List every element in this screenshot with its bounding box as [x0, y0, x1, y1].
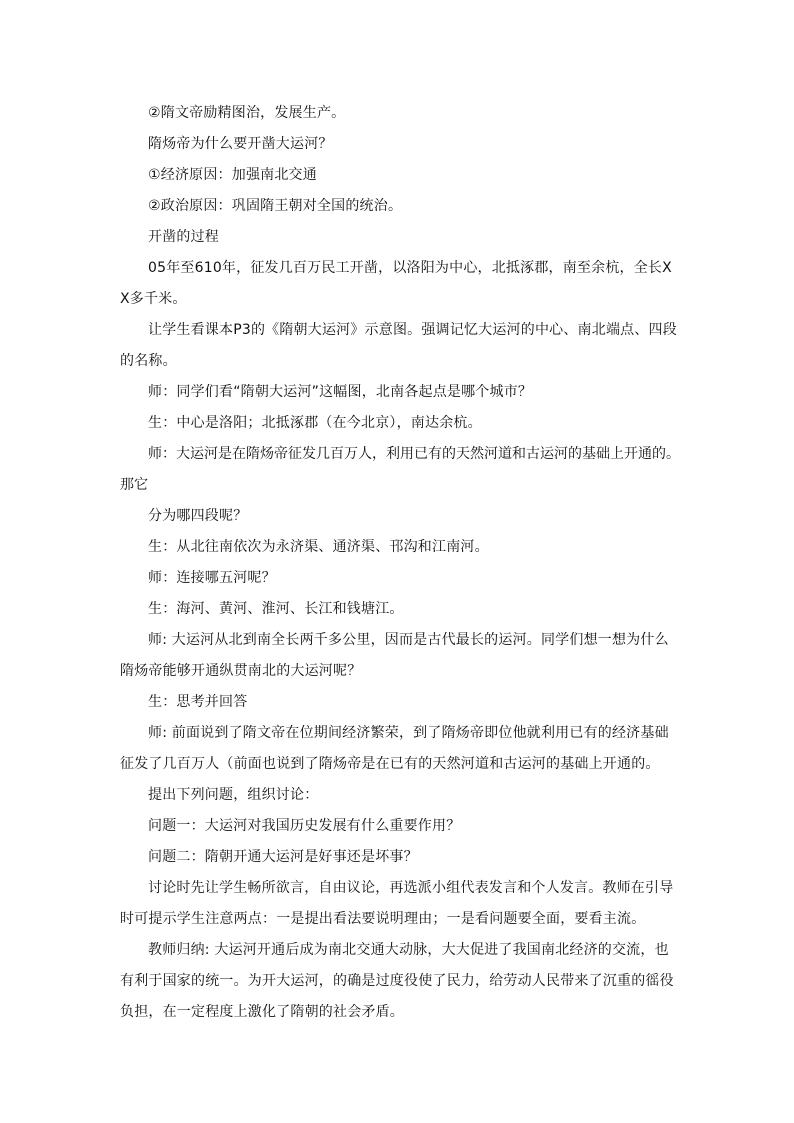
- paragraph-13: 师：连接哪五河呢？: [148, 570, 276, 586]
- paragraph-15: 师: 大运河从北到南全长两千多公里，因而是古代最长的运河。同学们想一想为什么隋炀帝能够开通纵贯南北的大运河呢？: [120, 632, 669, 679]
- paragraph-12: 生：从北往南依次为永济渠、通济渠、邗沟和江南河。: [148, 539, 489, 555]
- paragraph-4: ②政治原因：巩固隋王朝对全国的统治。: [148, 198, 403, 214]
- paragraph-21: 讨论时先让学生畅所欲言，自由议论，再选派小组代表发言和个人发言。教师在引导时可提示学生注意两点：一是提出看法要说明理由；一是看问题要全面，要看主流。: [120, 880, 674, 927]
- paragraph-17: 师: 前面说到了隋文帝在位期间经济繁荣，到了隋炀帝即位他就利用已有的经济基础征发了几百万人（前面也说到了隋炀帝是在已有的天然河道和古运河的基础上开通的。: [120, 725, 669, 772]
- paragraph-6: 05年至610年，征发几百万民工开凿，以洛阳为中心，北抵涿郡，南至余杭，全长XX多千米。: [120, 260, 672, 307]
- paragraph-22: 教师归纳: 大运河开通后成为南北交通大动脉，大大促进了我国南北经济的交流，也有利于国家的统一。为开大运河，的确是过度役使了民力，给劳动人民带来了沉重的徭役负担，在一定程度上激化了隋朝的社会矛盾。: [120, 942, 674, 1020]
- paragraph-18: 提出下列问题，组织讨论：: [148, 787, 319, 803]
- paragraph-20: 问题二：隋朝开通大运河是好事还是坏事？: [148, 849, 418, 865]
- paragraph-5: 开凿的过程: [148, 229, 219, 245]
- paragraph-1: ②隋文帝励精图治，发展生产。: [148, 105, 346, 121]
- paragraph-8: 师：同学们看“隋朝大运河”这幅图，北南各起点是哪个城市？: [148, 384, 533, 400]
- paragraph-11: 分为哪四段呢？: [148, 508, 248, 524]
- paragraph-2: 隋炀帝为什么要开凿大运河？: [148, 136, 333, 152]
- paragraph-7: 让学生看课本P3的《隋朝大运河》示意图。强调记忆大运河的中心、南北端点、四段的名称。: [120, 322, 677, 369]
- paragraph-19: 问题一：大运河对我国历史发展有什么重要作用？: [148, 818, 461, 834]
- paragraph-16: 生：思考并回答: [148, 694, 248, 710]
- paragraph-14: 生：海河、黄河、淮河、长江和钱塘江。: [148, 601, 404, 617]
- paragraph-10: 师：大运河是在隋炀帝征发几百万人，利用已有的天然河道和古运河的基础上开通的。那它: [120, 446, 680, 493]
- paragraph-9: 生：中心是洛阳；北抵涿郡（在今北京），南达余杭。: [148, 415, 482, 431]
- paragraph-3: ①经济原因：加强南北交通: [148, 167, 317, 183]
- document-body: [120, 98, 680, 1028]
